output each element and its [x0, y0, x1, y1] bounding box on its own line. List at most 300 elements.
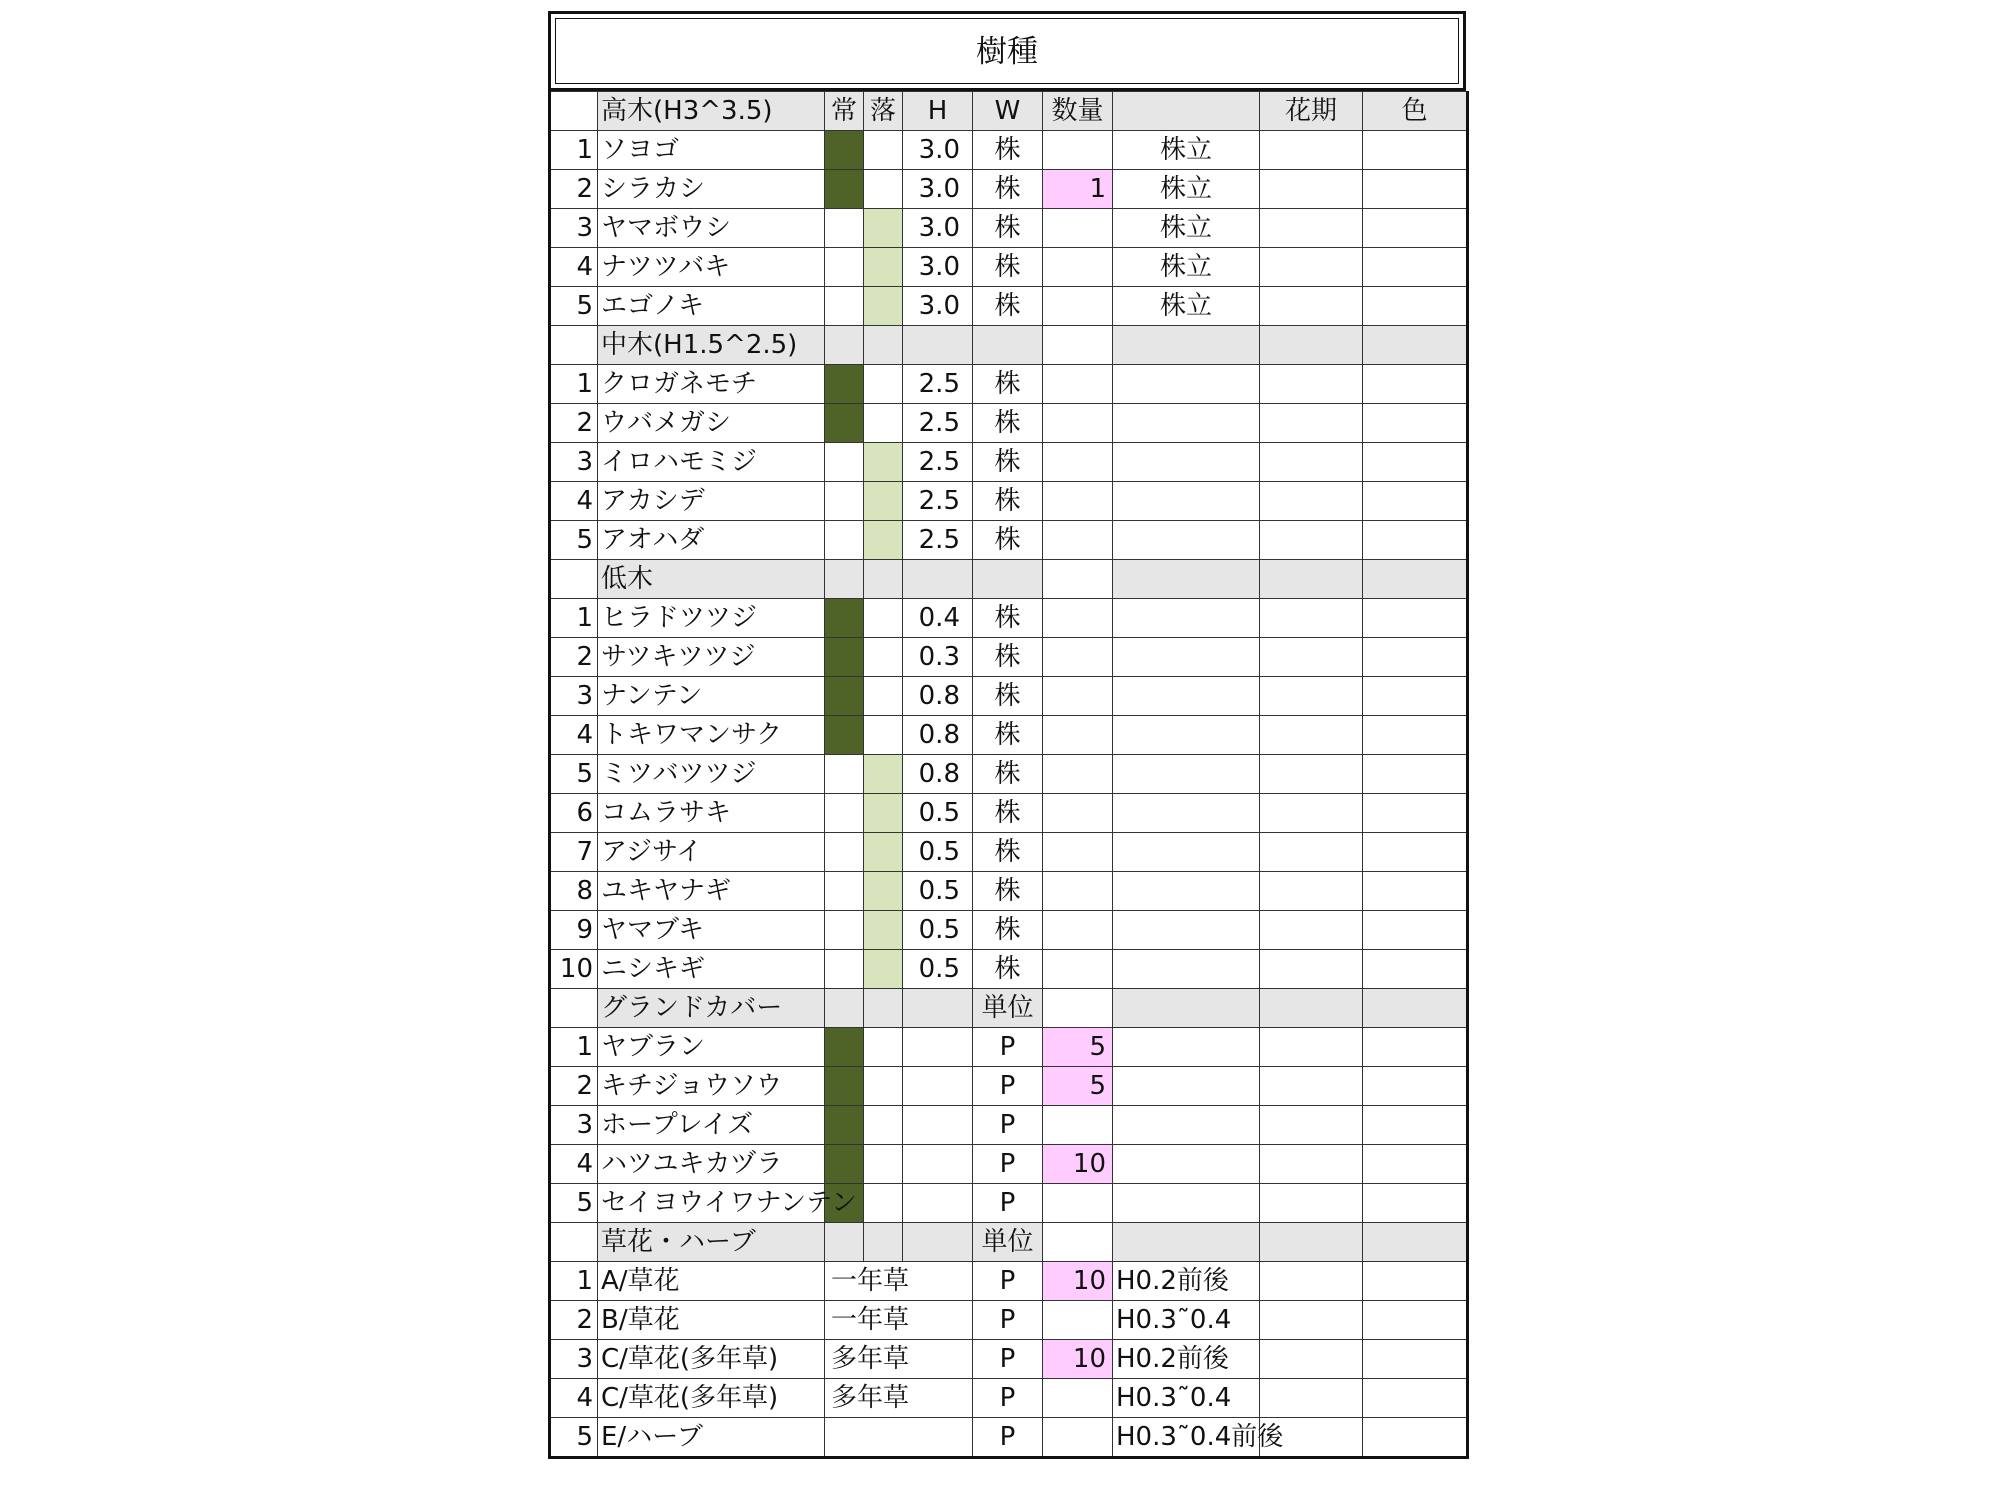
row-number: 5: [550, 1418, 598, 1458]
evergreen-cell: [825, 950, 864, 989]
note-cell: H0.3˜0.4: [1113, 1379, 1260, 1418]
plant-name: ヤマブキ: [598, 911, 825, 950]
deciduous-cell: [864, 950, 903, 989]
bloom-cell: [1260, 1028, 1363, 1067]
deciduous-cell: [864, 911, 903, 950]
note-cell: H0.3˜0.4: [1113, 1301, 1260, 1340]
plant-table: [548, 91, 1469, 1459]
note-cell: 株立: [1113, 131, 1260, 170]
height-cell: [903, 1067, 973, 1106]
table-row: [550, 443, 1468, 482]
height-cell: 0.4: [903, 599, 973, 638]
bloom-cell: [1260, 794, 1363, 833]
height-cell: 0.5: [903, 950, 973, 989]
section-evergreen: [825, 1223, 864, 1262]
plant-name: ヒラドツツジ: [598, 599, 825, 638]
bloom-cell: [1260, 1262, 1363, 1301]
table-row: [550, 833, 1468, 872]
deciduous-header: 落: [864, 92, 903, 131]
bloom-cell: [1260, 170, 1363, 209]
plant-name-text: ハツユキカヅラ: [601, 1149, 783, 1179]
evergreen-cell: [825, 716, 864, 755]
quantity-cell: [1043, 287, 1113, 326]
note-cell: [1113, 716, 1260, 755]
evergreen-cell: [825, 911, 864, 950]
color-cell: [1363, 911, 1468, 950]
deciduous-cell: [864, 599, 903, 638]
table-row: [550, 1184, 1468, 1223]
plant-name: B/草花: [598, 1301, 825, 1340]
note-cell: H0.2前後: [1113, 1262, 1260, 1301]
note-cell: [1113, 872, 1260, 911]
unit-cell: 株: [973, 482, 1043, 521]
note-cell: [1113, 1028, 1260, 1067]
note-cell: [1113, 833, 1260, 872]
height-cell: 3.0: [903, 287, 973, 326]
quantity-cell: [1043, 755, 1113, 794]
row-number: 5: [550, 1184, 598, 1223]
table-row: [550, 131, 1468, 170]
note-cell: [1113, 482, 1260, 521]
plant-kind: 多年草: [825, 1379, 973, 1418]
quantity-cell: 5: [1043, 1067, 1113, 1106]
no-header: [550, 92, 598, 131]
quantity-cell: [1043, 1418, 1113, 1458]
note-cell: 株立: [1113, 248, 1260, 287]
table-row: [550, 1418, 1468, 1458]
w-header: W: [973, 92, 1043, 131]
evergreen-cell: [825, 1028, 864, 1067]
section-h: [903, 560, 973, 599]
quantity-cell: [1043, 794, 1113, 833]
unit-cell: 株: [973, 950, 1043, 989]
section-title: 中木(H1.5^2.5): [598, 326, 825, 365]
plant-name: クロガネモチ: [598, 365, 825, 404]
plant-name: シラカシ: [598, 170, 825, 209]
deciduous-cell: [864, 1028, 903, 1067]
unit-cell: 株: [973, 248, 1043, 287]
table-row: [550, 404, 1468, 443]
section-deciduous: [864, 1223, 903, 1262]
color-cell: [1363, 1067, 1468, 1106]
note-cell: [1113, 1067, 1260, 1106]
plant-name: アオハダ: [598, 521, 825, 560]
color-cell: [1363, 365, 1468, 404]
bloom-cell: [1260, 248, 1363, 287]
section-unit-label: 単位: [973, 1223, 1043, 1262]
evergreen-cell: [825, 365, 864, 404]
color-cell: [1363, 404, 1468, 443]
bloom-cell: [1260, 872, 1363, 911]
row-number: 9: [550, 911, 598, 950]
row-number: 4: [550, 1379, 598, 1418]
row-number: 8: [550, 872, 598, 911]
deciduous-cell: [864, 287, 903, 326]
table-row: [550, 638, 1468, 677]
evergreen-cell: [825, 833, 864, 872]
bloom-cell: [1260, 209, 1363, 248]
section-h: [903, 989, 973, 1028]
quantity-cell: 1: [1043, 170, 1113, 209]
section-bloom: [1260, 326, 1363, 365]
bloom-cell: [1260, 1067, 1363, 1106]
color-cell: [1363, 1418, 1468, 1458]
quantity-cell: [1043, 638, 1113, 677]
deciduous-cell: [864, 833, 903, 872]
section-bloom: [1260, 560, 1363, 599]
section-note: [1113, 326, 1260, 365]
quantity-cell: [1043, 131, 1113, 170]
height-cell: [903, 1145, 973, 1184]
deciduous-cell: [864, 170, 903, 209]
plant-name: ヤマボウシ: [598, 209, 825, 248]
unit-cell: P: [973, 1028, 1043, 1067]
plant-name-text: キチジョウソウ: [601, 1071, 782, 1101]
evergreen-cell: [825, 1067, 864, 1106]
plant-name: トキワマンサク: [598, 716, 825, 755]
deciduous-cell: [864, 443, 903, 482]
table-row: [550, 1301, 1468, 1340]
quantity-cell: [1043, 1184, 1113, 1223]
section-qty: [1043, 326, 1113, 365]
row-number: 3: [550, 1106, 598, 1145]
plant-name-text: セイヨウイワナンテン: [601, 1188, 857, 1218]
height-cell: 3.0: [903, 170, 973, 209]
table-row: [550, 1379, 1468, 1418]
table-row: [550, 794, 1468, 833]
plant-sheet: [548, 11, 1466, 1459]
table-row: [550, 248, 1468, 287]
category-header: 高木(H3^3.5): [598, 92, 825, 131]
quantity-cell: 10: [1043, 1340, 1113, 1379]
table-row: [550, 1106, 1468, 1145]
quantity-cell: [1043, 716, 1113, 755]
bloom-cell: [1260, 1106, 1363, 1145]
evergreen-cell: [825, 404, 864, 443]
section-deciduous: [864, 989, 903, 1028]
header-row: [550, 92, 1468, 131]
bloom-cell: [1260, 1301, 1363, 1340]
plant-name: [598, 1028, 825, 1067]
table-row: [550, 209, 1468, 248]
table-row: [550, 1340, 1468, 1379]
color-cell: [1363, 209, 1468, 248]
color-cell: [1363, 1145, 1468, 1184]
unit-cell: P: [973, 1340, 1043, 1379]
bloom-cell: [1260, 833, 1363, 872]
section-color: [1363, 326, 1468, 365]
bloom-cell: [1260, 755, 1363, 794]
plant-kind: 一年草: [825, 1301, 973, 1340]
table-row: [550, 599, 1468, 638]
plant-name: A/草花: [598, 1262, 825, 1301]
color-cell: [1363, 833, 1468, 872]
height-cell: 2.5: [903, 482, 973, 521]
height-cell: 0.8: [903, 677, 973, 716]
deciduous-cell: [864, 1184, 903, 1223]
note-cell: H0.2前後: [1113, 1340, 1260, 1379]
bloom-cell: [1260, 638, 1363, 677]
row-number: 1: [550, 1028, 598, 1067]
row-number: 10: [550, 950, 598, 989]
height-cell: 3.0: [903, 209, 973, 248]
quantity-cell: [1043, 911, 1113, 950]
plant-name: C/草花(多年草): [598, 1340, 825, 1379]
unit-cell: 株: [973, 443, 1043, 482]
evergreen-cell: [825, 209, 864, 248]
section-unit-label: [973, 560, 1043, 599]
color-cell: [1363, 482, 1468, 521]
section-qty: [1043, 989, 1113, 1028]
row-number: 4: [550, 248, 598, 287]
height-cell: 2.5: [903, 521, 973, 560]
deciduous-cell: [864, 248, 903, 287]
evergreen-cell: [825, 521, 864, 560]
note-cell: [1113, 599, 1260, 638]
section-qty: [1043, 560, 1113, 599]
section-blank: [550, 560, 598, 599]
row-number: 2: [550, 1067, 598, 1106]
note-cell: 株立: [1113, 287, 1260, 326]
section-qty: [1043, 1223, 1113, 1262]
section-h: [903, 326, 973, 365]
section-evergreen: [825, 989, 864, 1028]
unit-cell: 株: [973, 755, 1043, 794]
deciduous-cell: [864, 404, 903, 443]
color-cell: [1363, 794, 1468, 833]
plant-name: ナンテン: [598, 677, 825, 716]
section-unit-label: [973, 326, 1043, 365]
plant-name: アジサイ: [598, 833, 825, 872]
quantity-cell: [1043, 248, 1113, 287]
plant-kind: 多年草: [825, 1340, 973, 1379]
color-cell: [1363, 170, 1468, 209]
color-cell: [1363, 1340, 1468, 1379]
color-cell: [1363, 443, 1468, 482]
deciduous-cell: [864, 1067, 903, 1106]
height-cell: [903, 1028, 973, 1067]
height-cell: [903, 1106, 973, 1145]
quantity-cell: 5: [1043, 1028, 1113, 1067]
table-row: [550, 170, 1468, 209]
bloom-cell: [1260, 287, 1363, 326]
bloom-cell: [1260, 911, 1363, 950]
evergreen-cell: [825, 482, 864, 521]
plant-name: [598, 1184, 857, 1223]
plant-name: ミツバツツジ: [598, 755, 825, 794]
table-row: [550, 521, 1468, 560]
note-cell: 株立: [1113, 209, 1260, 248]
color-cell: [1363, 1301, 1468, 1340]
table-row: [550, 911, 1468, 950]
unit-cell: 株: [973, 833, 1043, 872]
color-cell: [1363, 677, 1468, 716]
row-number: 1: [550, 1262, 598, 1301]
section-color: [1363, 560, 1468, 599]
bloom-cell: [1260, 1145, 1363, 1184]
section-unit-label: 単位: [973, 989, 1043, 1028]
note-cell: [1113, 404, 1260, 443]
plant-name: コムラサキ: [598, 794, 825, 833]
table-row: [550, 287, 1468, 326]
table-row: [550, 872, 1468, 911]
bloom-cell: [1260, 443, 1363, 482]
row-number: 1: [550, 599, 598, 638]
quantity-cell: [1043, 872, 1113, 911]
section-title: 草花・ハーブ: [598, 1223, 825, 1262]
quantity-cell: [1043, 365, 1113, 404]
color-cell: [1363, 716, 1468, 755]
row-number: 7: [550, 833, 598, 872]
color-cell: [1363, 950, 1468, 989]
quantity-cell: [1043, 443, 1113, 482]
plant-name: ニシキギ: [598, 950, 825, 989]
title-box: [548, 11, 1466, 91]
row-number: 5: [550, 755, 598, 794]
note-cell: [1113, 638, 1260, 677]
color-cell: [1363, 638, 1468, 677]
plant-name: E/ハーブ: [598, 1418, 825, 1458]
height-cell: 3.0: [903, 131, 973, 170]
color-cell: [1363, 1379, 1468, 1418]
quantity-cell: [1043, 209, 1113, 248]
sheet-title: 樹種: [976, 34, 1038, 70]
quantity-cell: 10: [1043, 1262, 1113, 1301]
section-deciduous: [864, 326, 903, 365]
section-note: [1113, 1223, 1260, 1262]
note-cell: [1113, 794, 1260, 833]
color-cell: [1363, 599, 1468, 638]
bloom-cell: [1260, 677, 1363, 716]
quantity-cell: [1043, 1106, 1113, 1145]
table-row: [550, 716, 1468, 755]
section-deciduous: [864, 560, 903, 599]
deciduous-cell: [864, 872, 903, 911]
deciduous-cell: [864, 521, 903, 560]
unit-cell: P: [973, 1262, 1043, 1301]
evergreen-cell: [825, 170, 864, 209]
note-cell: [1113, 443, 1260, 482]
row-number: 1: [550, 131, 598, 170]
note-cell: [1113, 677, 1260, 716]
note-cell: 株立: [1113, 170, 1260, 209]
note-cell: [1113, 365, 1260, 404]
plant-name-text: ホープレイズ: [601, 1110, 754, 1140]
unit-cell: P: [973, 1184, 1043, 1223]
bloom-cell: [1260, 404, 1363, 443]
section-evergreen: [825, 326, 864, 365]
row-number: 4: [550, 1145, 598, 1184]
evergreen-cell: [825, 755, 864, 794]
height-cell: 0.5: [903, 911, 973, 950]
quantity-cell: 10: [1043, 1145, 1113, 1184]
section-color: [1363, 1223, 1468, 1262]
note-cell: [1113, 911, 1260, 950]
table-row: [550, 1262, 1468, 1301]
unit-cell: 株: [973, 599, 1043, 638]
bloom-header: 花期: [1260, 92, 1363, 131]
h-header: H: [903, 92, 973, 131]
evergreen-cell: [825, 1106, 864, 1145]
plant-name-text: ヤブラン: [601, 1032, 706, 1062]
bloom-cell: [1260, 1340, 1363, 1379]
unit-cell: 株: [973, 404, 1043, 443]
unit-cell: 株: [973, 131, 1043, 170]
unit-cell: 株: [973, 794, 1043, 833]
evergreen-cell: [825, 287, 864, 326]
section-evergreen: [825, 560, 864, 599]
evergreen-cell: [825, 248, 864, 287]
color-cell: [1363, 755, 1468, 794]
unit-cell: P: [973, 1067, 1043, 1106]
deciduous-cell: [864, 1106, 903, 1145]
unit-cell: 株: [973, 209, 1043, 248]
bloom-cell: [1260, 599, 1363, 638]
row-number: 3: [550, 677, 598, 716]
bloom-cell: [1260, 1379, 1363, 1418]
row-number: 3: [550, 1340, 598, 1379]
quantity-cell: [1043, 833, 1113, 872]
deciduous-cell: [864, 716, 903, 755]
plant-name: サツキツツジ: [598, 638, 825, 677]
bloom-cell: [1260, 1184, 1363, 1223]
unit-cell: 株: [973, 638, 1043, 677]
qty-header: 数量: [1043, 92, 1113, 131]
unit-cell: P: [973, 1418, 1043, 1458]
table-row: [550, 482, 1468, 521]
table-row: [550, 1067, 1468, 1106]
section-note: [1113, 989, 1260, 1028]
row-number: 5: [550, 521, 598, 560]
quantity-cell: [1043, 677, 1113, 716]
evergreen-header: 常: [825, 92, 864, 131]
quantity-cell: [1043, 1379, 1113, 1418]
unit-cell: 株: [973, 872, 1043, 911]
unit-cell: P: [973, 1106, 1043, 1145]
plant-name: [598, 1067, 825, 1106]
section-header-row: [550, 1223, 1468, 1262]
color-cell: [1363, 872, 1468, 911]
quantity-cell: [1043, 599, 1113, 638]
unit-cell: 株: [973, 716, 1043, 755]
section-blank: [550, 1223, 598, 1262]
evergreen-cell: [825, 794, 864, 833]
row-number: 3: [550, 209, 598, 248]
section-title: 低木: [598, 560, 825, 599]
plant-name: ソヨゴ: [598, 131, 825, 170]
row-number: 5: [550, 287, 598, 326]
plant-name: ユキヤナギ: [598, 872, 825, 911]
height-cell: 2.5: [903, 365, 973, 404]
table-body: [550, 92, 1468, 1458]
evergreen-cell: [825, 443, 864, 482]
evergreen-cell: [825, 131, 864, 170]
deciduous-cell: [864, 1145, 903, 1184]
table-row: [550, 365, 1468, 404]
unit-cell: P: [973, 1145, 1043, 1184]
row-number: 2: [550, 638, 598, 677]
deciduous-cell: [864, 365, 903, 404]
height-cell: [903, 1184, 973, 1223]
plant-name: エゴノキ: [598, 287, 825, 326]
color-cell: [1363, 248, 1468, 287]
height-cell: 0.3: [903, 638, 973, 677]
table-row: [550, 677, 1468, 716]
section-header-row: [550, 560, 1468, 599]
note-cell: H0.3˜0.4前後: [1113, 1418, 1260, 1458]
color-cell: [1363, 1262, 1468, 1301]
height-cell: 0.8: [903, 755, 973, 794]
